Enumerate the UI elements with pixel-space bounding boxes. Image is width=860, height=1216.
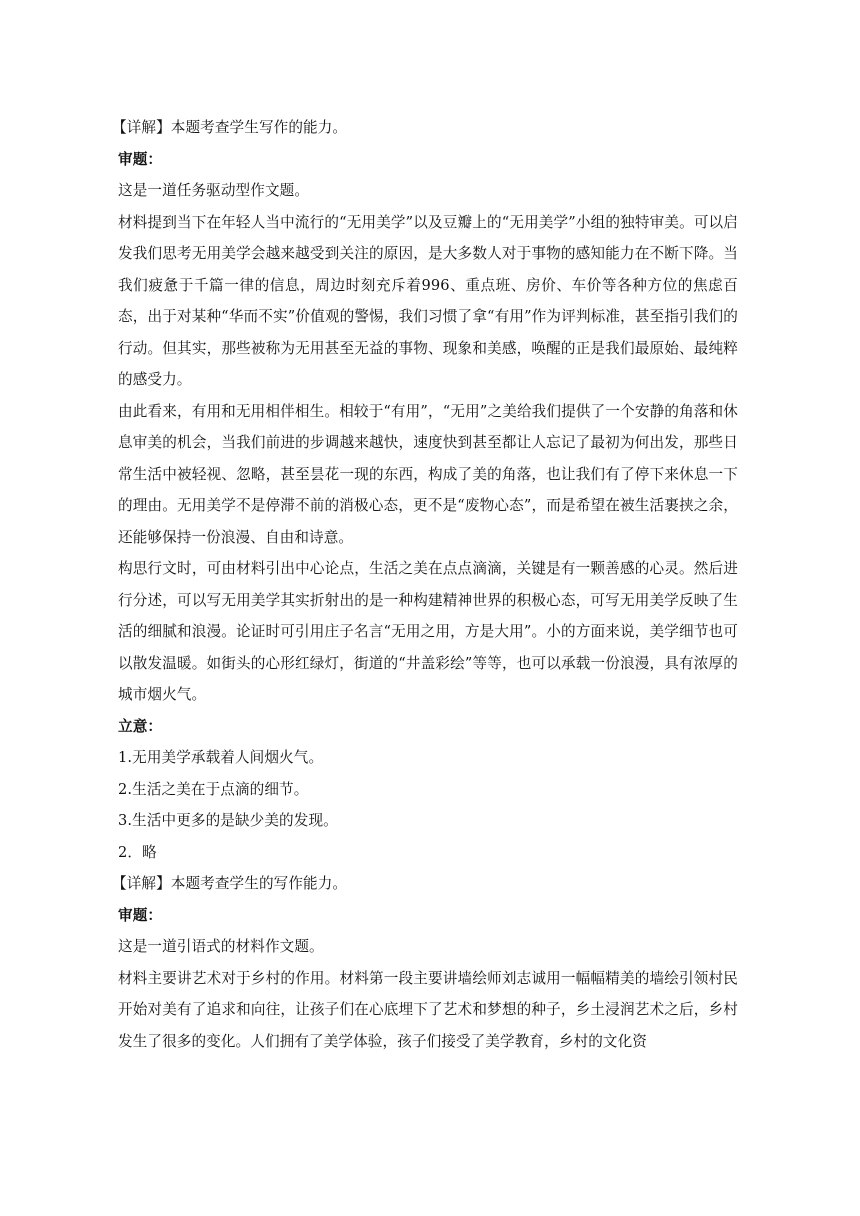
section-label-shenti-1: 审题： xyxy=(118,150,163,168)
section-label-shenti-2: 审题： xyxy=(118,906,163,924)
section-label-liyi: 立意： xyxy=(118,717,163,735)
list-item: 1.无用美学承载着人间烟火气。 xyxy=(118,749,324,766)
paragraph: 由此看来，有用和无用相伴相生。相较于“有用”，“无用”之美给我们提供了一个安静的角落和休息审美的机会，当我们前进的步调越来越快，速度快到甚至都让人忘记了最初为何出发，那些日常生活中被轻视、忽略，甚至昙花一现的东西，构成了美的角落，也让我们有了停下来休息一下的理由。无用美学不是停滞不前的消极心态，更不是“废物心态”，而是希望在被生活裹挟之余，还能够保持一份浪漫、自由和诗意。 xyxy=(118,402,738,546)
document-body xyxy=(112,112,738,1057)
paragraph: 这是一道任务驱动型作文题。 xyxy=(118,182,310,199)
paragraph: 构思行文时，可由材料引出中心论点，生活之美在点点滴滴，关键是有一颗善感的心灵。然后进行分述，可以写无用美学其实折射出的是一种构建精神世界的积极心态，可写无用美学反映了生活的细腻和浪漫。论证时可引用庄子名言“无用之用，方是大用”。小的方面来说，美学细节也可以散发温暖。如街头的心形红绿灯，街道的“井盖彩绘”等等，也可以承载一份浪漫，具有浓厚的城市烟火气。 xyxy=(118,560,738,703)
list-item: 2.生活之美在于点滴的细节。 xyxy=(118,780,309,798)
paragraph: 材料主要讲艺术对于乡村的作用。材料第一段主要讲墙绘师刘志诚用一幅幅精美的墙绘引领村民开始对美有了追求和向往，让孩子们在心底埋下了艺术和梦想的种子，乡土浸润艺术之后，乡村发生了很多的变化。人们拥有了美学体验，孩子们接受了美学教育，乡村的文化资 xyxy=(118,969,738,1050)
answer-detail-2: 【详解】本题考查学生的写作能力。 xyxy=(112,875,348,892)
list-item: 3.生活中更多的是缺少美的发现。 xyxy=(118,812,338,829)
paragraph: 这是一道引语式的材料作文题。 xyxy=(118,938,324,955)
paragraph: 材料提到当下在年轻人当中流行的“无用美学”以及豆瓣上的“无用美学”小组的独特审美。可以启发我们思考无用美学会越来越受到关注的原因，是大多数人对于事物的感知能力在不断下降。当我们疲惫于千篇一律的信息，周边时刻充斥着996、重点班、房价、车价等各种方位的焦虑百态，出于对某种“华而不实”价值观的警惕，我们习惯了拿“有用”作为评判标准，甚至指引我们的行动。但其实，那些被称为无用甚至无益的事物、现象和美感，唤醒的正是我们最原始、最纯粹的感受力。 xyxy=(118,213,738,388)
answer-detail-1: 【详解】本题考查学生写作的能力。 xyxy=(112,119,348,136)
question-number-2: 2．略 xyxy=(118,843,157,861)
